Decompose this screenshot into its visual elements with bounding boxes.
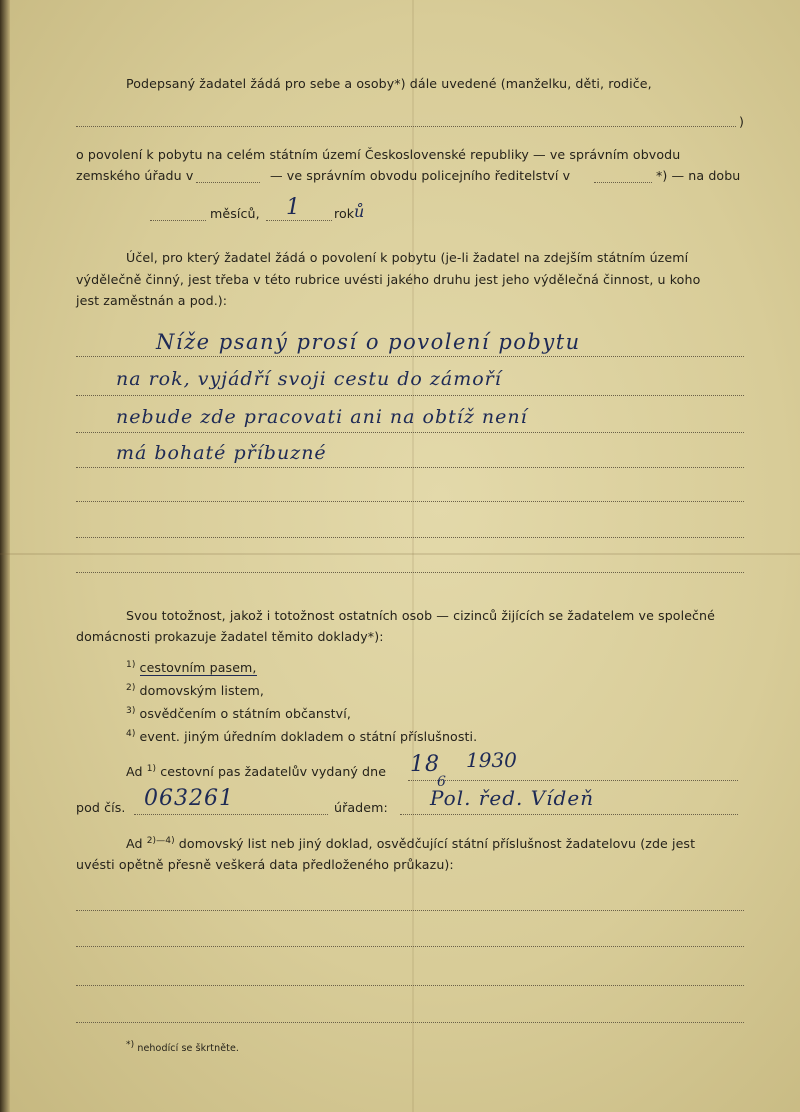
passport-label: cestovní pas žadatelův vydaný dne	[160, 764, 387, 780]
doc-data-line-c	[76, 985, 744, 986]
purpose-line-2: výdělečně činný, jest třeba v této rubrice uvésti jakého druhu jest jeho výdělečná činnost, u koho	[76, 272, 701, 287]
intro-line: Podepsaný žadatel žádá pro sebe a osoby*) dále uvedené (manželku, děti, rodiče,	[126, 76, 652, 91]
ad24-line-1	[126, 836, 695, 851]
close-paren: )	[739, 114, 745, 129]
purpose-line-e	[76, 501, 744, 502]
ad24-text: domovský list neb jiný doklad, osvědčující státní příslušnost žadatelovu (zde jest	[178, 836, 696, 852]
permit-line-2c: *) — na dobu	[656, 168, 741, 183]
number-label: pod čís.	[76, 800, 126, 815]
passport-number: 063261	[144, 786, 234, 811]
months-value: 1	[286, 195, 301, 220]
permit-line-2a: zemského úřadu v	[76, 168, 194, 183]
doc-item-2-num: 2)	[126, 683, 136, 693]
months-blank	[150, 220, 206, 221]
purpose-line-a	[76, 356, 744, 357]
police-office-line	[594, 182, 652, 183]
footnote-mark: *)	[126, 1040, 135, 1050]
purpose-line-d	[76, 467, 744, 468]
doc-item-2	[126, 683, 264, 698]
purpose-line-f	[76, 537, 744, 538]
doc-data-line-a	[76, 910, 744, 911]
passport-prefix: Ad	[126, 764, 143, 780]
year-label: rok	[334, 206, 355, 221]
identity-line-2: domácnosti prokazuje žadatel těmito doklady*):	[76, 629, 384, 644]
passport-line	[126, 764, 386, 779]
paper-edge	[0, 0, 10, 1112]
ad24-prefix: Ad	[126, 836, 143, 852]
purpose-handwriting-4: má bohaté příbuzné	[116, 442, 327, 464]
doc-item-3-text: osvědčením o státním občanství,	[139, 706, 351, 722]
footnote-text: nehodící se škrtněte.	[137, 1043, 240, 1055]
doc-data-line-d	[76, 1022, 744, 1023]
office-line	[400, 814, 738, 815]
doc-item-4-text: event. jiným úředním dokladem o státní příslušnosti.	[139, 729, 478, 745]
purpose-line-b	[76, 395, 744, 396]
purpose-handwriting-1: Níže psaný prosí o povolení pobytu	[156, 330, 581, 354]
purpose-line-3: jest zaměstnán a pod.):	[76, 293, 228, 308]
purpose-line-c	[76, 432, 744, 433]
doc-item-1-text: cestovním pasem,	[139, 660, 257, 676]
passport-date-line	[408, 780, 738, 781]
doc-data-line-b	[76, 946, 744, 947]
permit-line-1: o povolení k pobytu na celém státním území Československé republiky — ve správním obvodu	[76, 147, 681, 162]
horizontal-fold	[0, 553, 800, 555]
passport-date-year: 1930	[466, 748, 517, 772]
doc-item-4	[126, 729, 477, 744]
persons-line	[76, 126, 736, 127]
purpose-line-g	[76, 572, 744, 573]
year-value: ů	[354, 202, 365, 221]
ad24-ref: 2)—4)	[146, 836, 175, 846]
doc-item-1	[126, 660, 257, 675]
passport-date-month: 6	[437, 774, 446, 790]
doc-item-3	[126, 706, 351, 721]
purpose-handwriting-2: na rok, vyjádří svoji cestu do zámoří	[116, 368, 502, 390]
months-label: měsíců,	[210, 206, 260, 221]
land-office-line	[196, 182, 260, 183]
doc-item-3-num: 3)	[126, 706, 136, 716]
ad24-line-2: uvésti opětně přesně veškerá data předloženého průkazu):	[76, 857, 454, 872]
purpose-line-1: Účel, pro který žadatel žádá o povolení k pobytu (je-li žadatel na zdejším státním území	[126, 250, 689, 265]
year-blank	[266, 220, 332, 221]
doc-item-4-num: 4)	[126, 729, 136, 739]
number-line	[134, 814, 328, 815]
footnote	[126, 1040, 239, 1054]
purpose-handwriting-3: nebude zde pracovati ani na obtíž není	[116, 406, 528, 428]
doc-item-2-text: domovským listem,	[139, 683, 265, 699]
doc-item-1-num: 1)	[126, 660, 136, 670]
passport-office: Pol. řed. Vídeň	[430, 786, 595, 810]
office-label: úřadem:	[334, 800, 388, 815]
passport-ref: 1)	[146, 764, 157, 774]
identity-line-1: Svou totožnost, jakož i totožnost ostatních osob — cizinců žijících se žadatelem ve společné	[126, 608, 715, 623]
passport-date-day: 18	[410, 752, 440, 777]
permit-line-2b: — ve správním obvodu policejního ředitelství v	[270, 168, 571, 183]
